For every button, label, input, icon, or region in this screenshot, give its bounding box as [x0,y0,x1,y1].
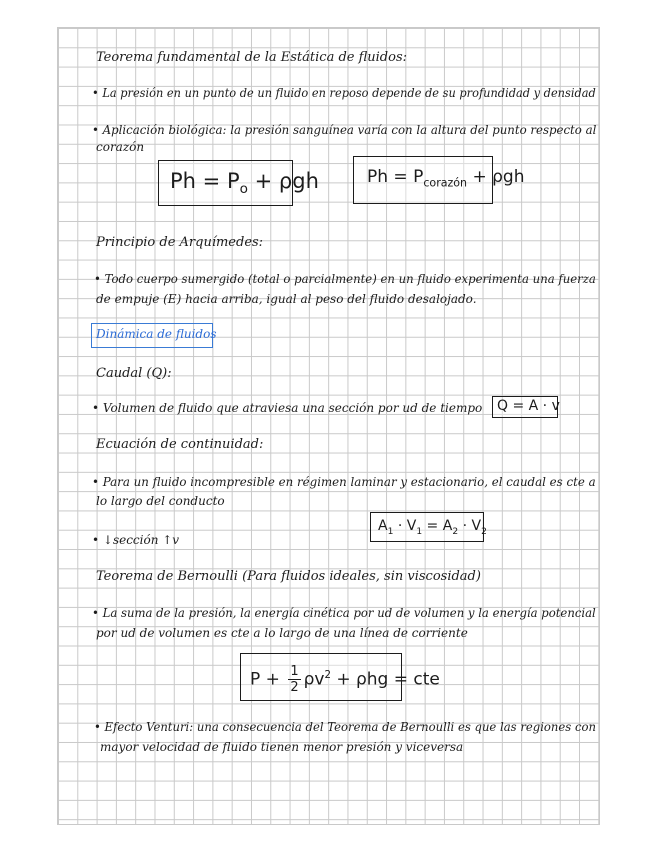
arquimedes-line-1: • Todo cuerpo sumergido (total o parcialmente) en un fluido experimenta una fuerza [94,272,596,286]
bernoulli-line-2: por ud de volumen es cte a lo largo de una línea de corriente [96,626,468,640]
dinamica-title: Dinámica de fluidos [96,327,217,341]
continuidad-line-1: • Para un fluido incompresible en régimen laminar y estacionario, el caudal es cte a [92,475,596,489]
formula-caudal: Q = A · v [497,398,560,414]
formula-bernoulli: P + $\frac{1}{2}$ $\rho v^2 + \rho hg$ = cte [250,664,440,696]
estatica-title: Teorema fundamental de la Estática de fluidos: [96,50,408,65]
venturi-line-2: mayor velocidad de fluido tienen menor presión y viceversa [100,740,464,754]
estatica-bullet-2-line-2: corazón [96,140,145,154]
formula-hydrostatic: $Ph = P_o + \rho gh$ [170,169,319,198]
continuidad-bullet-2: • ↓sección ↑v [92,533,180,547]
continuidad-title: Ecuación de continuidad: [96,437,264,452]
caudal-title: Caudal (Q): [96,366,172,381]
venturi-line-1: • Efecto Venturi: una consecuencia del Teorema de Bernoulli es que las regiones con [94,720,596,734]
estatica-bullet-1: • La presión en un punto de un fluido en reposo depende de su profundidad y densidad [92,86,596,100]
caudal-bullet: • Volumen de fluido que atraviesa una sección por ud de tiempo [92,401,483,415]
formula-continuidad: $A_1 \cdot V_1 = A_2 \cdot V_2$ [378,518,487,537]
bernoulli-line-1: • La suma de la presión, la energía cinética por ud de volumen y la energía potencial [92,606,596,620]
formula-heart: $Ph = P_{corazón} + \rho gh$ [367,167,525,190]
estatica-bullet-2-line-1: • Aplicación biológica: la presión sanguínea varía con la altura del punto respecto al [92,123,597,137]
arquimedes-line-2: de empuje (E) hacia arriba, igual al peso del fluido desalojado. [96,292,477,306]
bernoulli-title: Teorema de Bernoulli (Para fluidos ideales, sin viscosidad) [96,569,481,584]
fraction-one-half: $\frac{1}{2}$ [290,664,299,696]
arquimedes-title: Principio de Arquímedes: [96,235,264,250]
continuidad-line-2: lo largo del conducto [96,494,225,508]
